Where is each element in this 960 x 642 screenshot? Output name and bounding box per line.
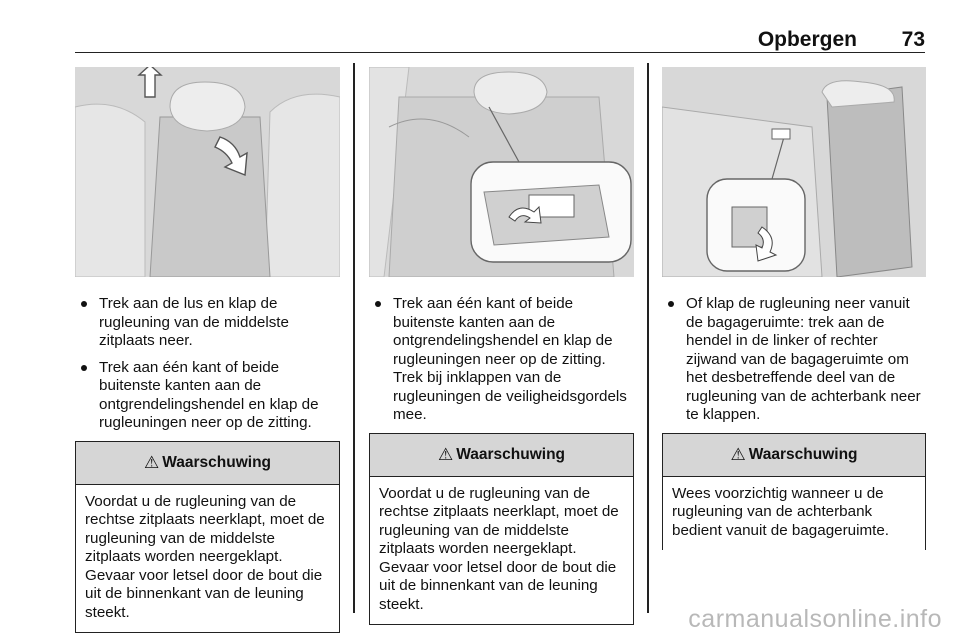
column-divider bbox=[647, 63, 649, 613]
column-3 bbox=[662, 67, 926, 550]
warning-triangle-icon: ⚠ bbox=[437, 444, 454, 464]
instruction-item: Trek aan één kant of beide buitenste kanten aan de ontgrendelingshendel en klap de rugleuningen neer op de zitting. Trek bij inklappen van de rugleuningen de veiligheidsgordels mee. bbox=[369, 295, 634, 425]
column-1 bbox=[75, 67, 340, 633]
warning-title: Waarschuwing bbox=[162, 453, 272, 471]
page-number: 73 bbox=[901, 28, 925, 51]
warning-box bbox=[369, 433, 634, 626]
warning-title: Waarschuwing bbox=[456, 445, 566, 463]
instruction-item: Trek aan één kant of beide buitenste kanten aan de ontgrendelingshendel en klap de rugleuningen neer op de zitting. bbox=[75, 359, 340, 433]
warning-header bbox=[370, 434, 633, 477]
watermark: carmanualsonline.info bbox=[688, 605, 942, 633]
warning-title: Waarschuwing bbox=[748, 445, 858, 463]
warning-box bbox=[75, 441, 340, 634]
warning-header bbox=[76, 442, 339, 485]
instruction-item: Of klap de rugleuning neer vanuit de bagageruimte: trek aan de hendel in de linker of rechter zijwand van de bagageruimte om het desbetreffende deel van de rugleuning van de achterbank neer te klappen. bbox=[662, 295, 926, 425]
illustration-cargo-lever bbox=[662, 67, 926, 277]
illustration-rear-seat-center-loop bbox=[75, 67, 340, 277]
page-header bbox=[75, 28, 925, 53]
instruction-list bbox=[662, 295, 926, 425]
instruction-list bbox=[369, 295, 634, 425]
page-title: Opbergen bbox=[757, 28, 857, 51]
warning-body: Voordat u de rugleuning van de rechtse zitplaats neerklapt, moet de rugleuning van de middelste zitplaats worden neergeklapt. Gevaar voor letsel door de bout die uit de binnenkant van de leuning steekt. bbox=[379, 484, 619, 613]
warning-box bbox=[662, 433, 926, 551]
warning-triangle-icon: ⚠ bbox=[730, 444, 746, 464]
warning-body: Wees voorzichtig wanneer u de rugleuning van de achterbank bedient vanuit de bagageruimte. bbox=[672, 484, 890, 539]
illustration-release-lever bbox=[369, 67, 634, 277]
warning-triangle-icon: ⚠ bbox=[143, 452, 160, 472]
column-2 bbox=[369, 67, 634, 625]
instruction-item: Trek aan de lus en klap de rugleuning van de middelste zitplaats neer. bbox=[75, 295, 340, 351]
column-divider bbox=[353, 63, 355, 613]
warning-header bbox=[663, 434, 925, 477]
instruction-list bbox=[75, 295, 340, 433]
warning-body: Voordat u de rugleuning van de rechtse zitplaats neerklapt, moet de rugleuning van de middelste zitplaats worden neergeklapt. Gevaar voor letsel door de bout die uit de binnenkant van de leuning steekt. bbox=[85, 492, 325, 621]
